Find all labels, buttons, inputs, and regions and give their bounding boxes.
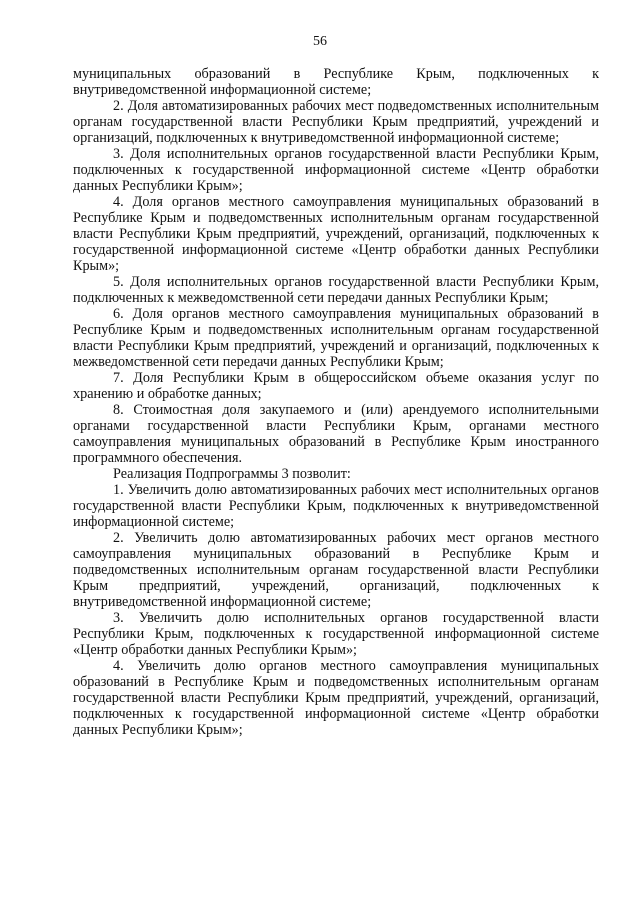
- page-number: 56: [313, 34, 327, 49]
- paragraph-result-1: 1. Увеличить долю автоматизированных рабочих мест исполнительных органов государственной власти Республики Крым, подключенных к внутриведомственной информационной системе;: [73, 482, 599, 530]
- paragraph-item-5: 5. Доля исполнительных органов государственной власти Республики Крым, подключенных к межведомственной сети передачи данных Республики Крым;: [73, 274, 599, 306]
- paragraph-item-3: 3. Доля исполнительных органов государственной власти Республики Крым, подключенных к государственной информационной системе «Центр обработки данных Республики Крым»;: [73, 146, 599, 194]
- paragraph-item-6: 6. Доля органов местного самоуправления муниципальных образований в Республике Крым и подведомственных исполнительным органам государственной власти Республики Крым предприятий, учреждений и организаций, подключенных к межведомственной сети передачи данных Республики Крым;: [73, 306, 599, 370]
- paragraph-item-2: 2. Доля автоматизированных рабочих мест подведомственных исполнительным органам государственной власти Республики Крым предприятий, учреждений и организаций, подключенных к внутриведомственной информационной системе;: [73, 98, 599, 146]
- paragraph-result-4: 4. Увеличить долю органов местного самоуправления муниципальных образований в Республике Крым и подведомственных исполнительным органам государственной власти Республики Крым предприятий, учреждений, организаций, подключенных к государственной информационной системе «Центр обработки данных Республики Крым»;: [73, 658, 599, 738]
- paragraph-item-8: 8. Стоимостная доля закупаемого и (или) арендуемого исполнительными органами государственной власти Республики Крым, органами местного самоуправления муниципальных образований в Республике Крым иностранного программного обеспечения.: [73, 402, 599, 466]
- paragraph-item-7: 7. Доля Республики Крым в общероссийском объеме оказания услуг по хранению и обработке данных;: [73, 370, 599, 402]
- document-body: [73, 66, 599, 738]
- paragraph-result-2: 2. Увеличить долю автоматизированных рабочих мест органов местного самоуправления муниципальных образований в Республике Крым и подведомственных исполнительным органам государственной власти Республики Крым предприятий, учреждений, организаций, подключенных к внутриведомственной информационной системе;: [73, 530, 599, 610]
- paragraph-item-4: 4. Доля органов местного самоуправления муниципальных образований в Республике Крым и подведомственных исполнительным органам государственной власти Республики Крым предприятий, учреждений, организаций, подключенных к государственной информационной системе «Центр обработки данных Республики Крым»;: [73, 194, 599, 274]
- paragraph-continuation: муниципальных образований в Республике Крым, подключенных к внутриведомственной информационной системе;: [73, 66, 599, 98]
- paragraph-subprogram-intro: Реализация Подпрограммы 3 позволит:: [113, 466, 351, 482]
- paragraph-result-3: 3. Увеличить долю исполнительных органов государственной власти Республики Крым, подключенных к государственной информационной системе «Центр обработки данных Республики Крым»;: [73, 610, 599, 658]
